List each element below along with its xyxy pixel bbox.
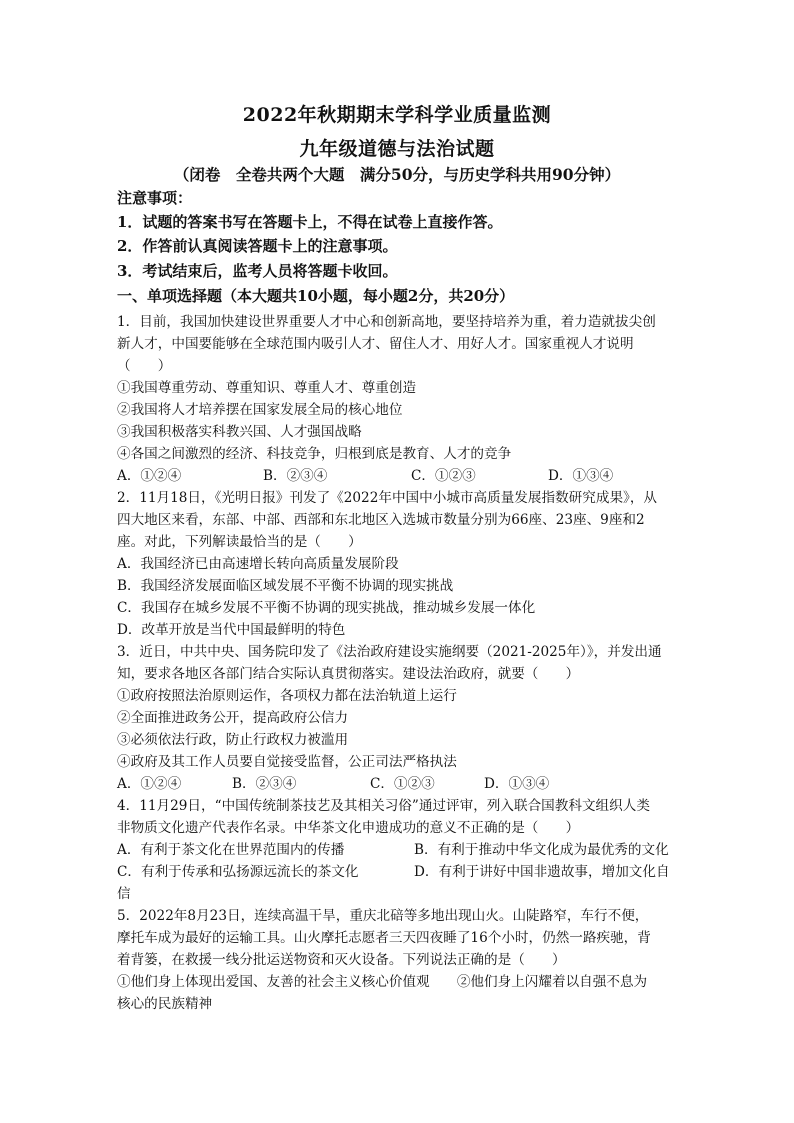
exam-info: （闭卷 全卷共两个大题 满分50分，与历史学科共用90分钟）	[173, 165, 621, 184]
question-2-line: 2．11月18日，《光明日报》刊发了《2022年中国中小城市高质量发展指数研究成果》，从	[117, 490, 658, 506]
question-1-line: 新人才，中国要能够在全球范围内吸引人才、留住人才、用好人才。国家重视人才说明	[117, 336, 634, 352]
question-1-option-b: B．②③④	[263, 468, 328, 484]
notice-item-2: 2．作答前认真阅读答题卡上的注意事项。	[117, 237, 398, 255]
question-1-statement: ④各国之间激烈的经济、科技竞争，归根到底是教育、人才的竞争	[117, 446, 512, 462]
question-4-option-c: C．有利于传承和弘扬源远流长的茶文化	[117, 864, 359, 880]
question-5-line: 摩托车成为最好的运输工具。山火摩托志愿者三天四夜睡了16个小时，仍然一路疾驰，背	[117, 930, 651, 946]
question-1-statement: ③我国积极落实科教兴国、人才强国战略	[117, 424, 362, 440]
question-5-line: 5．2022年8月23日，连续高温干旱，重庆北碚等多地出现山火。山陡路窄，车行不便，	[117, 908, 649, 924]
question-4-option-d-continued: 信	[117, 886, 131, 902]
question-3-option-b: B．②③④	[232, 776, 297, 792]
question-3-option-a: A．①②④	[117, 776, 182, 792]
question-1-option-a: A．①②④	[117, 468, 182, 484]
question-3-line: 3．近日，中共中央、国务院印发了《法治政府建设实施纲要（2021-2025年）》，并发出通	[117, 644, 662, 660]
question-4-option-d: D．有利于讲好中国非遗故事，增加文化自	[414, 864, 670, 880]
question-1-statement: ①我国尊重劳动、尊重知识、尊重人才、尊重创造	[117, 380, 417, 396]
question-1-option-c: C．①②③	[411, 468, 476, 484]
question-2-line: 四大地区来看，东部、中部、西部和东北地区入选城市数量分别为66座、23座、9座和2	[117, 512, 645, 528]
exam-title: 2022年秋期期末学科学业质量监测	[242, 104, 552, 126]
question-1-statement: ②我国将人才培养摆在国家发展全局的核心地位	[117, 402, 403, 418]
question-3-statement: ③必须依法行政，防止行政权力被滥用	[117, 732, 349, 748]
question-2-option-b: B．我国经济发展面临区域发展不平衡不协调的现实挑战	[117, 578, 454, 594]
question-1-line: 1．目前，我国加快建设世界重要人才中心和创新高地，要坚持培养为重，着力造就拔尖创	[117, 314, 656, 330]
question-5-statement: 核心的民族精神	[117, 996, 213, 1012]
question-1-option-d: D．①③④	[548, 468, 614, 484]
question-2-option-c: C．我国存在城乡发展不平衡不协调的现实挑战，推动城乡发展一体化	[117, 600, 536, 616]
notice-heading: 注意事项：	[117, 189, 193, 207]
question-3-line: 知，要求各地区各部门结合实际认真贯彻落实。建设法治政府，就要（ ）	[117, 666, 580, 682]
question-5-line: 着背篓，在救援一线分批运送物资和灭火设备。下列说法正确的是（ ）	[117, 952, 566, 968]
question-4-line: 非物质文化遗产代表作名录。中华茶文化申遗成功的意义不正确的是（ ）	[117, 820, 580, 836]
question-4-line: 4．11月29日，“中国传统制茶技艺及其相关习俗”通过评审，列入联合国教科文组织人类	[117, 798, 650, 814]
section-heading: 一、单项选择题（本大题共10小题，每小题2分，共20分）	[117, 287, 515, 305]
notice-item-1: 1．试题的答案书写在答题卡上，不得在试卷上直接作答。	[117, 213, 503, 231]
question-3-option-d: D．①③④	[484, 776, 550, 792]
question-4-option-a: A．有利于茶文化在世界范围内的传播	[117, 842, 345, 858]
exam-subject-title: 九年级道德与法治试题	[299, 138, 495, 160]
question-2-option-d: D．改革开放是当代中国最鲜明的特色	[117, 622, 346, 638]
question-3-statement: ④政府及其工作人员要自觉接受监督，公正司法严格执法	[117, 754, 457, 770]
question-3-statement: ②全面推进政务公开，提高政府公信力	[117, 710, 349, 726]
notice-item-3: 3．考试结束后，监考人员将答题卡收回。	[117, 262, 398, 280]
question-3-statement: ①政府按照法治原则运作，各项权力都在法治轨道上运行	[117, 688, 457, 704]
question-2-option-a: A．我国经济已由高速增长转向高质量发展阶段	[117, 556, 399, 572]
question-2-line: 座。对此，下列解读最恰当的是（ ）	[117, 534, 362, 550]
question-3-option-c: C．①②③	[370, 776, 435, 792]
question-5-statement: ①他们身上体现出爱国、友善的社会主义核心价值观 ②他们身上闪耀着以自强不息为	[117, 974, 648, 990]
question-1-line: （ ）	[117, 358, 172, 374]
question-4-option-b: B．有利于推动中华文化成为最优秀的文化	[414, 842, 669, 858]
